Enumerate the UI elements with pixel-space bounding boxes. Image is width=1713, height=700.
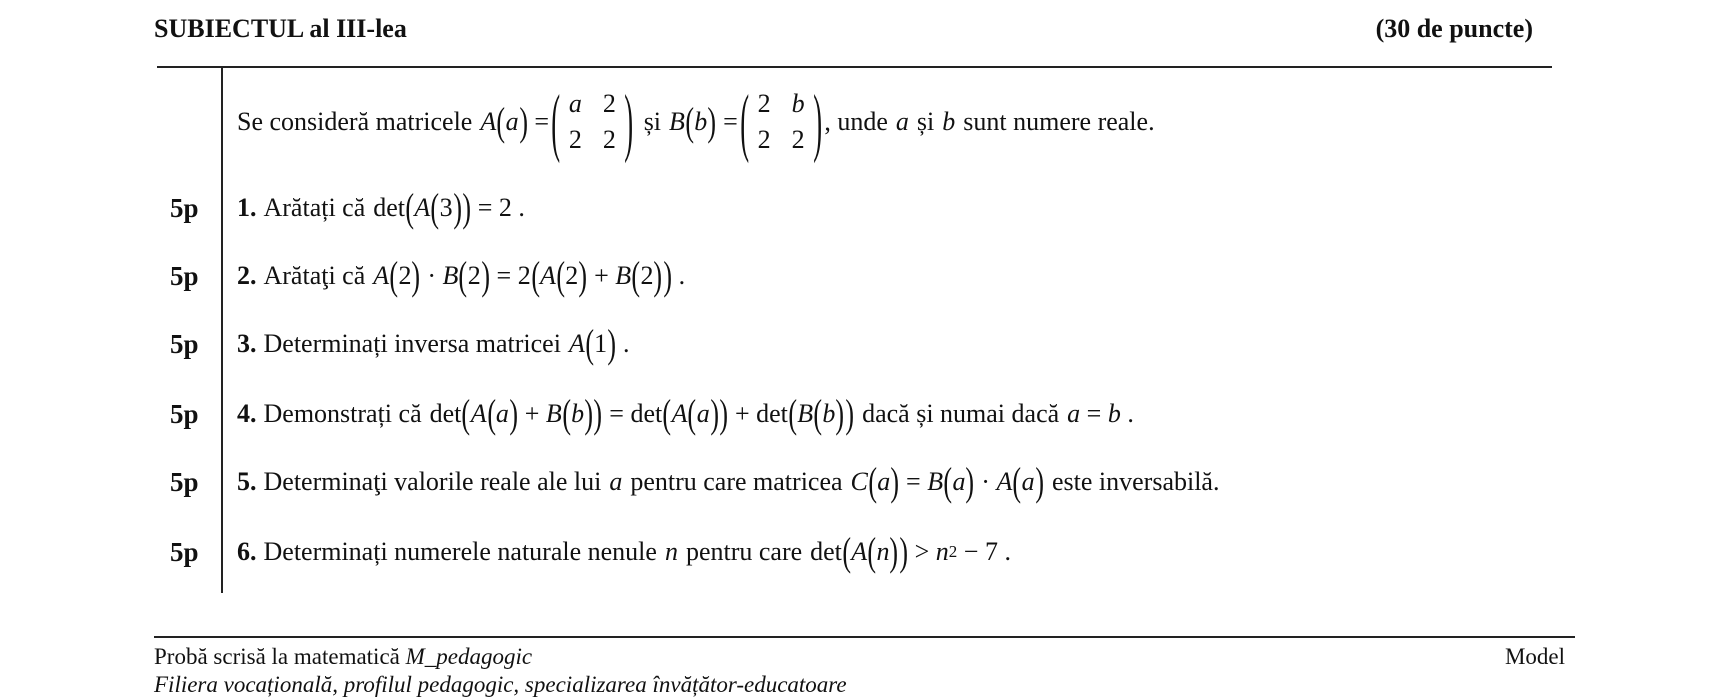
top-rule <box>157 66 1552 68</box>
intro-text: Se consideră matricele A ( a ) = ( a 2 2 2 ) și B ( b ) = ( 2 b 2 2 ) , unde a și b sunt numere reale. <box>237 80 1155 164</box>
subject-title: SUBIECTUL al III-lea <box>154 14 407 43</box>
matrix-a: ( a 2 2 2 ) <box>551 80 634 164</box>
footer-line-1: Probă scrisă la matematică M_pedagogic <box>154 644 533 669</box>
footer-model: Model <box>1504 644 1565 669</box>
item-points: 5p <box>170 398 199 429</box>
item-points: 5p <box>170 328 199 359</box>
footer-rule <box>154 636 1575 638</box>
item-points: 5p <box>170 192 199 223</box>
item-points: 5p <box>170 466 199 497</box>
vertical-rule <box>221 68 223 593</box>
matrix-b: ( 2 b 2 2 ) <box>739 80 823 164</box>
item-points: 5p <box>170 260 199 291</box>
footer-line-2: Filiera vocațională, profilul pedagogic, specializarea învățător-educatoare <box>154 672 847 697</box>
subject-points: (30 de puncte) <box>1375 14 1533 43</box>
item-points: 5p <box>170 536 199 567</box>
